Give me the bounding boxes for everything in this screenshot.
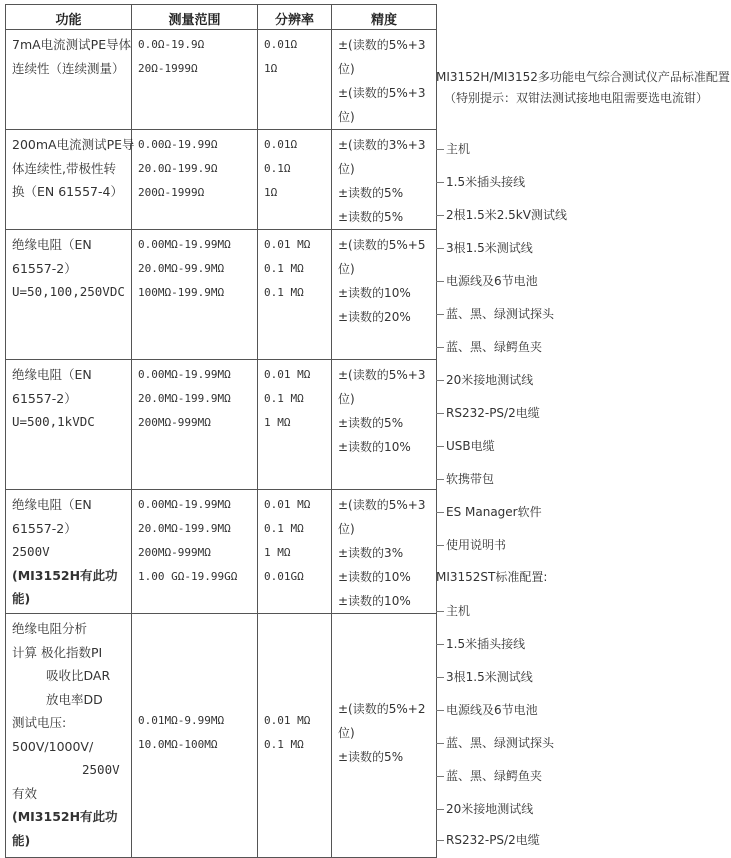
accuracy-line: ±读数的10%: [338, 594, 411, 608]
range-line: 100MΩ-199.9MΩ: [138, 286, 225, 299]
accuracy-line: 位): [338, 726, 355, 740]
function-line: 61557-2）: [12, 520, 77, 536]
range-cell: [132, 130, 258, 230]
accuracy-line: ±(读数的5%+2: [338, 702, 426, 716]
range-line: 0.00MΩ-19.99MΩ: [138, 368, 231, 381]
config-h-title: MI3152H/MI3152多功能电气综合测试仪产品标准配置: [436, 70, 730, 84]
config-h-item: ES Manager软件: [436, 503, 542, 520]
config-h-item: 2根1.5米2.5kV测试线: [436, 206, 567, 223]
table-row: [6, 130, 437, 230]
range-cell: [132, 30, 258, 130]
resolution-cell: [258, 230, 332, 360]
range-line: 20.0MΩ-99.9MΩ: [138, 262, 225, 275]
accuracy-line: ±(读数的3%+3: [338, 138, 426, 152]
resolution-line: 0.01Ω: [264, 38, 298, 51]
resolution-line: 0.1 MΩ: [264, 738, 304, 751]
table-row: [6, 614, 437, 858]
resolution-cell: [258, 614, 332, 858]
accuracy-cell: [332, 360, 437, 490]
accuracy-line: ±读数的10%: [338, 286, 411, 300]
function-line: 有效: [12, 785, 38, 801]
range-line: 20.0MΩ-199.9MΩ: [138, 392, 231, 405]
range-cell: [132, 360, 258, 490]
config-h-item: 20米接地测试线: [436, 371, 533, 388]
resolution-line: 0.1 MΩ: [264, 522, 304, 535]
table-header-row: [6, 5, 437, 30]
function-cell: [6, 30, 132, 130]
range-line: 20.0MΩ-199.9MΩ: [138, 522, 231, 535]
resolution-line: 0.01 MΩ: [264, 714, 311, 727]
resolution-cell: [258, 30, 332, 130]
range-line: 0.00MΩ-19.99MΩ: [138, 498, 231, 511]
resolution-line: 1 MΩ: [264, 416, 291, 429]
function-line: (MI3152H有此功: [12, 567, 118, 583]
resolution-line: 0.01 MΩ: [264, 498, 311, 511]
config-st-item: 电源线及6节电池: [436, 701, 538, 718]
resolution-line: 1Ω: [264, 62, 278, 75]
config-h-item: 1.5米插头接线: [436, 173, 525, 190]
table-row: [6, 360, 437, 490]
function-cell: [6, 130, 135, 230]
accuracy-line: 位): [338, 62, 355, 76]
config-h-item: 主机: [436, 140, 470, 157]
resolution-cell: [258, 360, 332, 490]
function-line: 能): [12, 591, 31, 606]
range-line: 0.0Ω-19.9Ω: [138, 38, 205, 51]
resolution-cell: [258, 490, 332, 614]
function-cell: [6, 614, 132, 858]
table-row: [6, 490, 437, 614]
function-line: U=50,100,250VDC: [12, 284, 125, 299]
spec-table: [5, 4, 437, 858]
function-line: 2500V: [12, 544, 50, 559]
function-line: 7mA电流测试PE导体: [12, 37, 132, 52]
accuracy-line: ±读数的10%: [338, 440, 411, 454]
config-st-item: RS232-PS/2电缆: [436, 831, 540, 848]
resolution-cell: [258, 130, 332, 230]
accuracy-cell: [332, 614, 437, 858]
range-line: 200MΩ-999MΩ: [138, 546, 211, 559]
accuracy-line: ±读数的5%: [338, 186, 404, 200]
accuracy-cell: [332, 230, 437, 360]
table-row: [6, 30, 437, 130]
function-line: 放电率DD: [46, 691, 103, 707]
header-function: 功能: [6, 5, 132, 30]
accuracy-line: 位): [338, 262, 355, 276]
accuracy-cell: [332, 30, 437, 130]
accuracy-line: ±读数的5%: [338, 750, 404, 764]
range-cell: [132, 490, 258, 614]
range-cell: [132, 614, 258, 858]
accuracy-line: 位): [338, 110, 355, 124]
config-h-item: USB电缆: [436, 437, 495, 454]
function-line: 绝缘电阻（EN: [12, 497, 92, 512]
accuracy-line: ±(读数的5%+3: [338, 38, 426, 52]
accuracy-line: 位): [338, 162, 355, 176]
accuracy-line: ±(读数的5%+3: [338, 86, 426, 100]
config-h-note: （特别提示：双钳法测试接地电阻需要选电流钳）: [444, 91, 709, 105]
function-line: 500V/1000V/: [12, 738, 94, 754]
range-line: 0.00MΩ-19.99MΩ: [138, 238, 231, 251]
resolution-line: 0.1 MΩ: [264, 392, 304, 405]
function-line: 绝缘电阻分析: [12, 621, 88, 636]
accuracy-line: ±(读数的5%+5: [338, 238, 426, 252]
accuracy-line: ±读数的10%: [338, 570, 411, 584]
config-st-item: 主机: [436, 602, 470, 619]
config-st-item: 3根1.5米测试线: [436, 668, 533, 685]
config-st-item: 蓝、黑、绿测试探头: [436, 734, 554, 751]
header-resolution: 分辨率: [258, 5, 332, 30]
accuracy-cell: [332, 130, 437, 230]
resolution-line: 1 MΩ: [264, 546, 291, 559]
resolution-line: 1Ω: [264, 186, 278, 199]
config-st-item: 20米接地测试线: [436, 800, 533, 817]
range-line: 200MΩ-999MΩ: [138, 416, 211, 429]
accuracy-line: ±读数的3%: [338, 546, 404, 560]
function-cell: [6, 230, 132, 360]
function-line: 连续性（连续测量）: [12, 60, 125, 76]
accuracy-line: ±读数的5%: [338, 210, 404, 224]
function-line: U=500,1kVDC: [12, 414, 95, 429]
function-line: 计算 极化指数PI: [12, 644, 103, 660]
function-line: 200mA电流测试PE导: [12, 137, 135, 152]
config-h-item: 3根1.5米测试线: [436, 239, 533, 256]
range-line: 0.01MΩ-9.99MΩ: [138, 714, 225, 727]
header-accuracy: 精度: [332, 5, 437, 30]
function-line: 2500V: [82, 762, 120, 777]
range-line: 200Ω-1999Ω: [138, 186, 205, 199]
accuracy-line: ±读数的20%: [338, 310, 411, 324]
accuracy-cell: [332, 490, 437, 614]
accuracy-line: ±(读数的5%+3: [338, 368, 426, 382]
resolution-line: 0.01 MΩ: [264, 238, 311, 251]
range-cell: [132, 230, 258, 360]
resolution-line: 0.01GΩ: [264, 570, 304, 583]
resolution-line: 0.01Ω: [264, 138, 298, 151]
range-line: 10.0MΩ-100MΩ: [138, 738, 218, 751]
function-line: 能): [12, 832, 31, 848]
function-line: 测试电压:: [12, 715, 67, 730]
function-line: 吸收比DAR: [46, 668, 111, 683]
range-line: 0.00Ω-19.99Ω: [138, 138, 218, 151]
config-h-item: 蓝、黑、绿测试探头: [436, 305, 554, 322]
resolution-line: 0.1 MΩ: [264, 262, 304, 275]
function-line: 体连续性,带极性转: [12, 160, 116, 176]
accuracy-line: 位): [338, 392, 355, 406]
function-line: 换（EN 61557-4）: [12, 184, 123, 199]
function-cell: [6, 490, 132, 614]
header-range: 测量范围: [132, 5, 258, 30]
accuracy-line: ±(读数的5%+3: [338, 498, 426, 512]
range-line: 20.0Ω-199.9Ω: [138, 162, 218, 175]
function-cell: [6, 360, 132, 490]
range-line: 1.00 GΩ-19.99GΩ: [138, 570, 238, 583]
config-st-item: 1.5米插头接线: [436, 635, 525, 652]
function-line: 绝缘电阻（EN: [12, 367, 92, 382]
config-h-item: 软携带包: [436, 470, 494, 487]
config-h-item: 蓝、黑、绿鳄鱼夹: [436, 338, 542, 355]
config-st-item: 蓝、黑、绿鳄鱼夹: [436, 767, 542, 784]
resolution-line: 0.1Ω: [264, 162, 291, 175]
resolution-line: 0.01 MΩ: [264, 368, 311, 381]
accuracy-line: 位): [338, 522, 355, 536]
function-line: 绝缘电阻（EN: [12, 237, 92, 252]
resolution-line: 0.1 MΩ: [264, 286, 304, 299]
config-h-item: 电源线及6节电池: [436, 272, 538, 289]
config-h-item: 使用说明书: [436, 536, 506, 553]
config-st-title: MI3152ST标准配置:: [436, 570, 548, 584]
function-line: (MI3152H有此功: [12, 809, 118, 824]
config-h-item: RS232-PS/2电缆: [436, 404, 540, 421]
accuracy-line: ±读数的5%: [338, 416, 404, 430]
function-line: 61557-2）: [12, 390, 77, 406]
range-line: 20Ω-1999Ω: [138, 62, 198, 75]
function-line: 61557-2）: [12, 260, 77, 276]
table-row: [6, 230, 437, 360]
